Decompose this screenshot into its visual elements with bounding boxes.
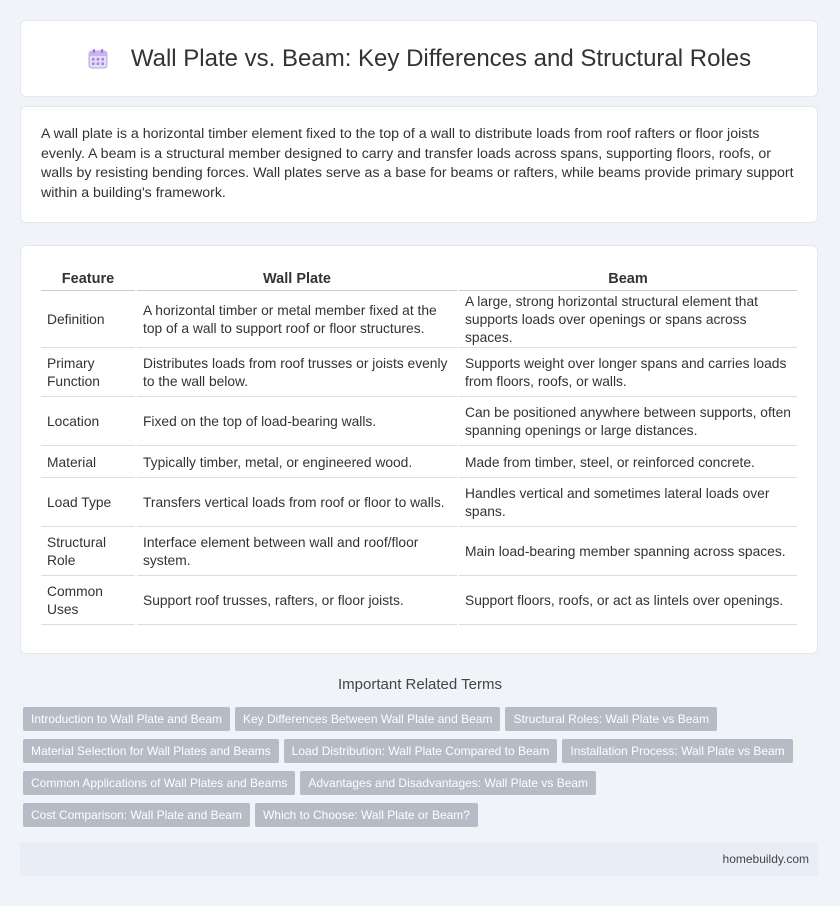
table-header-row <box>41 268 797 291</box>
row-beam: Can be positioned anywhere between supports, often spanning openings or large distances. <box>459 399 797 446</box>
row-feature: Location <box>41 399 135 446</box>
row-beam: Handles vertical and sometimes lateral loads over spans. <box>459 480 797 527</box>
header-wall-plate: Wall Plate <box>137 268 457 291</box>
related-tags-row <box>23 707 823 731</box>
header-beam: Beam <box>459 268 797 291</box>
intro-paragraph: A wall plate is a horizontal timber element fixed to the top of a wall to distribute loads from roof rafters or floor joists evenly. A beam is a structural member designed to carry and transfer loads across spans, supporting floors, roofs, or walls by resisting bending forces. Wall plates serve as a base for beams or rafters, while beams provide primary support within a building's framework. <box>41 126 794 201</box>
related-tag[interactable]: Structural Roles: Wall Plate vs Beam <box>505 707 717 731</box>
intro-card <box>20 106 818 223</box>
footer-site[interactable]: homebuildy.com <box>722 852 809 866</box>
comparison-table-card <box>20 245 818 654</box>
table-row <box>41 529 797 576</box>
related-tag[interactable]: Cost Comparison: Wall Plate and Beam <box>23 803 250 827</box>
related-tags-row <box>23 803 823 827</box>
row-feature: Material <box>41 448 135 478</box>
row-wall-plate: Interface element between wall and roof/floor system. <box>137 529 457 576</box>
related-tag[interactable]: Which to Choose: Wall Plate or Beam? <box>255 803 478 827</box>
row-feature: Structural Role <box>41 529 135 576</box>
footer <box>20 842 818 876</box>
related-tag[interactable]: Key Differences Between Wall Plate and Beam <box>235 707 500 731</box>
row-beam: Supports weight over longer spans and carries loads from floors, roofs, or walls. <box>459 350 797 397</box>
row-feature: Common Uses <box>41 578 135 625</box>
header-feature: Feature <box>41 268 135 291</box>
table-row <box>41 578 797 625</box>
row-wall-plate: Transfers vertical loads from roof or floor to walls. <box>137 480 457 527</box>
related-tag[interactable]: Installation Process: Wall Plate vs Beam <box>562 739 792 763</box>
row-beam: A large, strong horizontal structural element that supports loads over openings or spans across spaces. <box>459 293 797 348</box>
row-beam: Main load-bearing member spanning across spaces. <box>459 529 797 576</box>
table-row <box>41 399 797 446</box>
row-beam: Support floors, roofs, or act as lintels over openings. <box>459 578 797 625</box>
row-feature: Definition <box>41 293 135 348</box>
row-feature: Load Type <box>41 480 135 527</box>
page-title-text: Wall Plate vs. Beam: Key Differences and Structural Roles <box>130 44 752 72</box>
related-terms-title: Important Related Terms <box>338 676 502 693</box>
related-tag[interactable]: Advantages and Disadvantages: Wall Plate vs Beam <box>300 771 596 795</box>
row-wall-plate: Fixed on the top of load-bearing walls. <box>137 399 457 446</box>
related-tags-row <box>23 739 823 763</box>
related-tag[interactable]: Common Applications of Wall Plates and Beams <box>23 771 295 795</box>
related-tag[interactable]: Load Distribution: Wall Plate Compared to Beam <box>284 739 558 763</box>
row-feature: Primary Function <box>41 350 135 397</box>
row-wall-plate: Typically timber, metal, or engineered wood. <box>137 448 457 478</box>
related-tag[interactable]: Introduction to Wall Plate and Beam <box>23 707 230 731</box>
row-wall-plate: Distributes loads from roof trusses or joists evenly to the wall below. <box>137 350 457 397</box>
related-tags-row <box>23 771 823 795</box>
page-title <box>87 45 751 73</box>
related-tag[interactable]: Material Selection for Wall Plates and Beams <box>23 739 279 763</box>
table-row <box>41 448 797 478</box>
table-row <box>41 480 797 527</box>
title-card <box>20 20 818 97</box>
table-row <box>41 350 797 397</box>
row-wall-plate: A horizontal timber or metal member fixed at the top of a wall to support roof or floor structures. <box>137 293 457 348</box>
calendar-icon <box>87 48 109 70</box>
table-row <box>41 293 797 348</box>
comparison-table <box>39 266 799 627</box>
row-wall-plate: Support roof trusses, rafters, or floor joists. <box>137 578 457 625</box>
row-beam: Made from timber, steel, or reinforced concrete. <box>459 448 797 478</box>
